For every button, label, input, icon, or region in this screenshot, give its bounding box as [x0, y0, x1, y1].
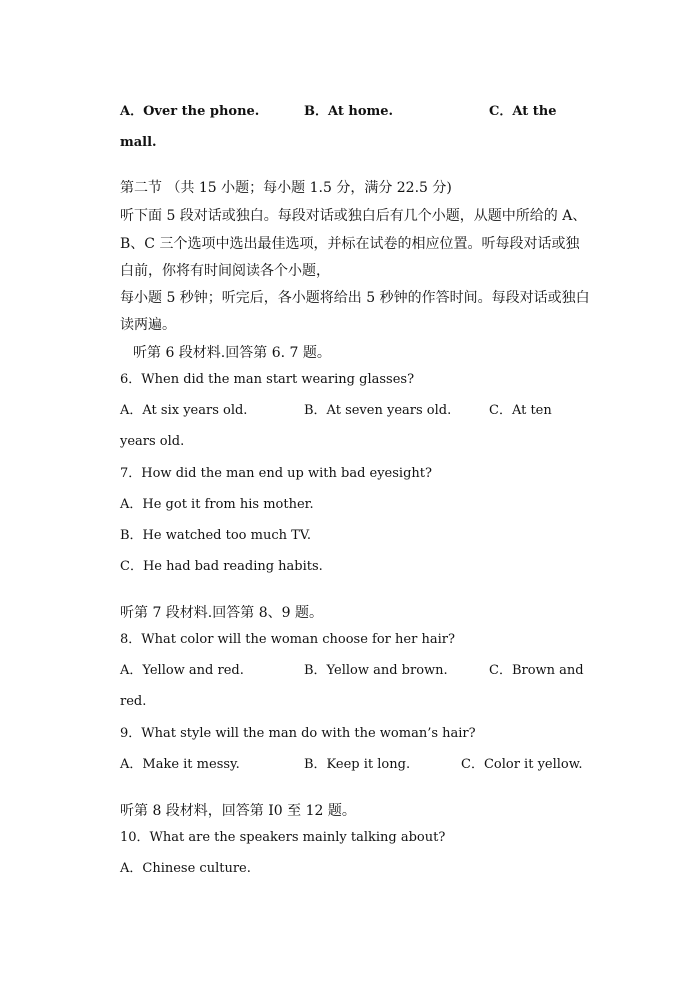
group-7-title: 听第 7 段材料.回答第 8、9 题。: [120, 605, 323, 621]
question-8: 8．What color will the woman choose for her hair?: [120, 632, 455, 647]
q6-option-b: B．At seven years old.: [304, 403, 452, 418]
q8-option-b: B．Yellow and brown.: [304, 663, 448, 678]
q10-option-a: A．Chinese culture.: [120, 861, 251, 876]
question-9: 9．What style will the man do with the woman’s hair?: [120, 726, 476, 741]
group-8-title: 听第 8 段材料，回答第 I0 至 12 题。: [120, 803, 356, 819]
q9-option-c: C．Color it yellow.: [461, 757, 583, 772]
group-6-title: 听第 6 段材料.回答第 6. 7 题。: [133, 345, 331, 361]
prev-option-b: B．At home.: [304, 104, 394, 119]
prev-option-c-continued: mall.: [120, 135, 157, 150]
instruction-line: 读两遍。: [120, 317, 176, 333]
prev-option-a: A．Over the phone.: [120, 104, 260, 119]
q9-option-a: A．Make it messy.: [120, 757, 240, 772]
q6-option-c-continued: years old.: [120, 434, 185, 449]
prev-option-c: C．At the: [489, 104, 557, 119]
instruction-line: 白前，你将有时间阅读各个小题，: [120, 263, 330, 279]
q7-option-b: B．He watched too much TV.: [120, 528, 312, 543]
question-6: 6．When did the man start wearing glasses?: [120, 372, 415, 387]
q6-option-c: C．At ten: [489, 403, 552, 418]
q8-option-c-continued: red.: [120, 694, 147, 709]
section-heading: 第二节 （共 15 小题；每小题 1.5 分，满分 22.5 分): [120, 180, 452, 196]
q6-option-a: A．At six years old.: [120, 403, 248, 418]
instruction-line: 听下面 5 段对话或独白。每段对话或独白后有几个小题，从题中所给的 A、: [120, 208, 587, 224]
question-7: 7．How did the man end up with bad eyesight?: [120, 466, 432, 481]
q7-option-a: A．He got it from his mother.: [120, 497, 314, 512]
q7-option-c: C．He had bad reading habits.: [120, 559, 323, 574]
instruction-line: B、C 三个选项中选出最佳选项，并标在试卷的相应位置。听每段对话或独: [120, 236, 580, 252]
q9-option-b: B．Keep it long.: [304, 757, 411, 772]
instruction-line: 每小题 5 秒钟；听完后，各小题将给出 5 秒钟的作答时间。每段对话或独白: [120, 290, 590, 306]
q8-option-a: A．Yellow and red.: [120, 663, 244, 678]
q8-option-c: C．Brown and: [489, 663, 584, 678]
question-10: 10．What are the speakers mainly talking about?: [120, 830, 446, 845]
